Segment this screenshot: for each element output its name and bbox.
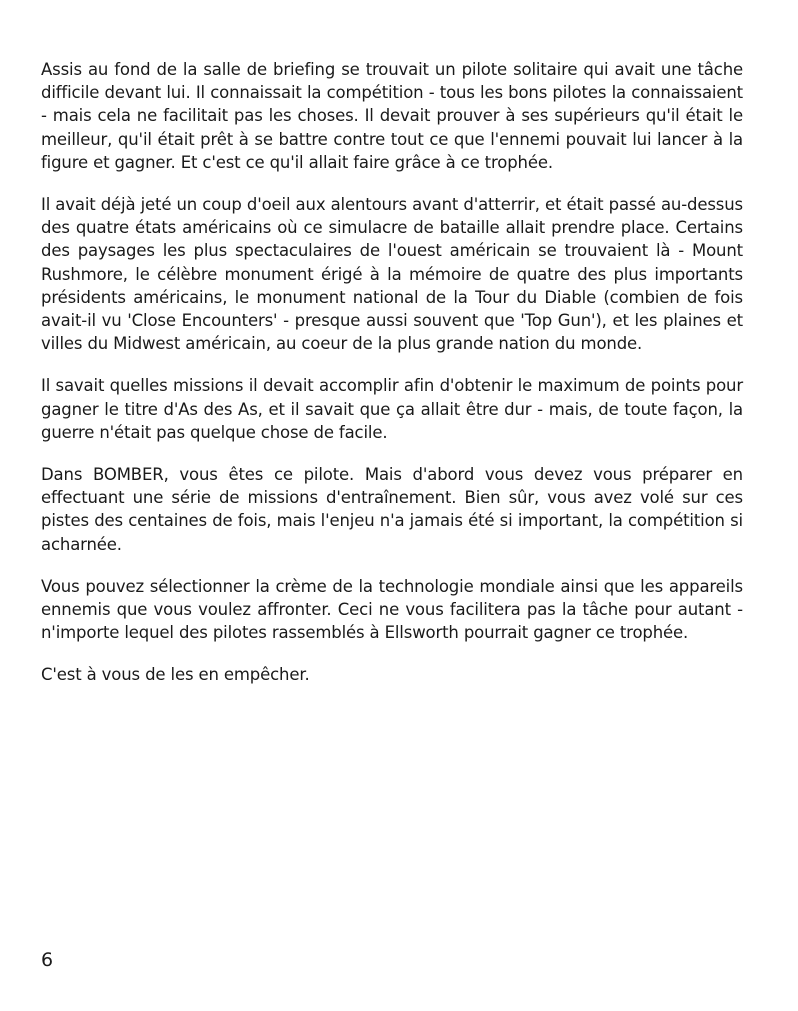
paragraph-technology: Vous pouvez sélectionner la crème de la technologie mondiale ainsi que les appareils ennemis que vous voulez affronter. Ceci ne vous facilitera pas la tâche pour autant - n'importe lequel des pilotes rassemblés à Ellsworth pourrait gagner ce trophée. bbox=[41, 576, 743, 643]
paragraph-landscape: Il avait déjà jeté un coup d'oeil aux alentours avant d'atterrir, et était passé au-dessus des quatre états américains où ce simulacre de bataille allait prendre place. Certains des paysages les plus spectaculaires de l'ouest américain se trouvaient là - Mount Rushmore, le célèbre monument érigé à la mémoire de quatre des plus importants présidents américains, le monument national de la Tour du Diable (combien de fois avait-il vu 'Close Encounters' - presque aussi souvent que 'Top Gun'), et les plaines et villes du Midwest américain, au coeur de la plus grande nation du monde. bbox=[41, 195, 743, 354]
paragraph-briefing: Assis au fond de la salle de briefing se trouvait un pilote solitaire qui avait une tâche difficile devant lui. Il connaissait la compétition - tous les bons pilotes la connaissaient - mais cela ne facilitait pas les choses. Il devait prouver à ses supérieurs qu'il était le meilleur, qu'il était prêt à se battre contre tout ce que l'ennemi pouvait lui lancer à la figure et gagner. Et c'est ce qu'il allait faire grâce à ce trophée. bbox=[41, 60, 743, 172]
page-number: 6 bbox=[41, 949, 54, 971]
paragraph-bomber-intro: Dans BOMBER, vous êtes ce pilote. Mais d'abord vous devez vous préparer en effectuant une série de missions d'entraînement. Bien sûr, vous avez volé sur ces pistes des centaines de fois, mais l'enjeu n'a jamais été si important, la compétition si acharnée. bbox=[41, 465, 743, 554]
page-body bbox=[41, 58, 743, 706]
paragraph-closing: C'est à vous de les en empêcher. bbox=[41, 665, 310, 685]
paragraph-missions: Il savait quelles missions il devait accomplir afin d'obtenir le maximum de points pour gagner le titre d'As des As, et il savait que ça allait être dur - mais, de toute façon, la guerre n'était pas quelque chose de facile. bbox=[41, 376, 743, 442]
